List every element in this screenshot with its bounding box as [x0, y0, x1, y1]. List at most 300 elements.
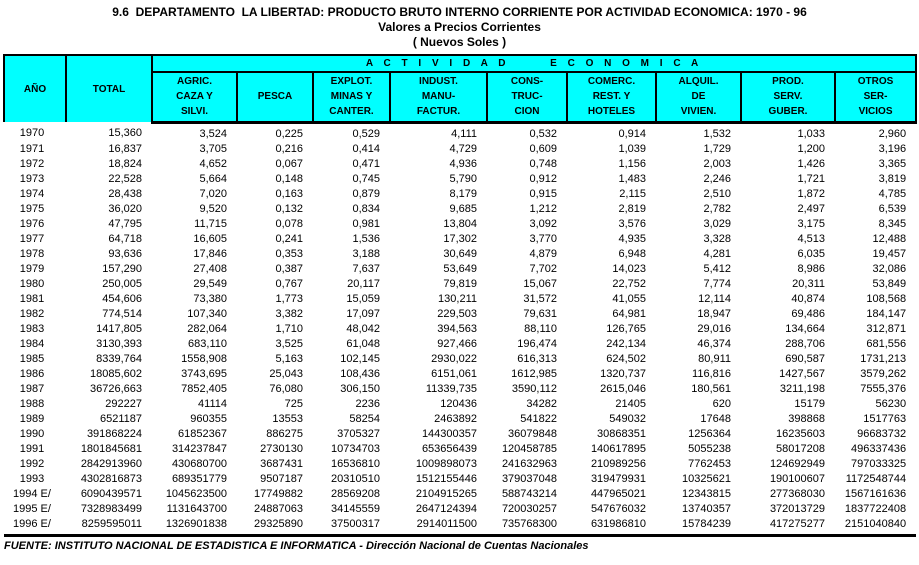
value-cell: 0,148	[275, 172, 303, 185]
page-title: 9.6 DEPARTAMENTO LA LIBERTAD: PRODUCTO BRUTO INTERNO CORRIENTE POR ACTIVIDAD ECONOMICA: 1970 - 96	[112, 5, 807, 19]
value-cell: 2,497	[797, 202, 825, 215]
value-cell: 2842913960	[80, 457, 142, 470]
value-cell: 12,114	[698, 292, 731, 305]
value-cell: 61,048	[346, 337, 380, 350]
value-cell: 0,353	[275, 247, 303, 260]
table-row	[4, 187, 916, 202]
value-cell: 15,059	[346, 292, 380, 305]
value-cell: 1558,908	[181, 352, 227, 365]
value-cell: 11339,735	[425, 382, 477, 395]
year-cell: 1985	[19, 352, 45, 365]
value-cell: 6,539	[878, 202, 907, 215]
page-subtitle: Valores a Precios Corrientes	[378, 20, 541, 34]
year-cell: 1983	[19, 322, 45, 335]
value-cell: 0,879	[352, 187, 380, 200]
value-cell: 620	[712, 397, 731, 410]
value-cell: 1009898073	[415, 457, 477, 470]
value-cell: 180,561	[691, 382, 731, 395]
value-cell: 41,055	[612, 292, 646, 305]
year-cell: 1977	[19, 232, 45, 245]
value-cell: 34145559	[331, 502, 380, 515]
activity-column-header: AGRIC. CAZA Y SILVI.	[152, 72, 237, 122]
value-cell: 196,474	[517, 337, 557, 350]
activity-column-header: EXPLOT. MINAS Y CANTER.	[313, 72, 390, 122]
value-cell: 1,483	[618, 172, 646, 185]
value-cell: 3130,393	[96, 337, 142, 350]
value-cell: 1,536	[352, 232, 380, 245]
value-cell: 4,281	[703, 247, 731, 260]
value-cell: 8259595011	[66, 517, 152, 536]
value-cell: 64,718	[108, 232, 142, 245]
value-cell: 10325621	[682, 472, 731, 485]
value-cell: 306,150	[340, 382, 380, 395]
value-cell: 8,986	[797, 262, 825, 275]
value-cell: 3211,198	[779, 382, 825, 395]
value-cell: 1,033	[797, 127, 825, 140]
value-cell: 6521187	[99, 412, 142, 425]
value-cell: 0,767	[275, 277, 303, 290]
value-cell: 12,488	[872, 232, 907, 245]
table-row	[4, 202, 916, 217]
value-cell: 4,935	[618, 232, 646, 245]
value-cell: 6090439571	[80, 487, 142, 500]
table-row	[4, 292, 916, 307]
value-cell: 288,706	[785, 337, 825, 350]
value-cell: 30868351	[597, 427, 646, 440]
year-cell: 1987	[19, 382, 45, 395]
value-cell: 12343815	[682, 487, 731, 500]
table-row	[4, 322, 916, 337]
value-cell: 80,911	[698, 352, 731, 365]
value-cell: 250,005	[102, 277, 142, 290]
value-cell: 58254	[349, 412, 380, 425]
value-cell: 190100607	[769, 472, 825, 485]
value-cell: 1320,737	[600, 367, 646, 380]
value-cell: 28569208	[331, 487, 380, 500]
value-cell: 15,067	[523, 277, 557, 290]
value-cell: 5,163	[275, 352, 303, 365]
value-cell: 735768300	[487, 517, 567, 536]
value-cell: 2236	[355, 397, 380, 410]
value-cell: 120436	[440, 397, 477, 410]
year-cell: 1972	[19, 157, 45, 170]
value-cell: 22,528	[108, 172, 142, 185]
value-cell: 24887063	[254, 502, 303, 515]
value-cell: 4,936	[449, 157, 477, 170]
year-cell: 1992	[19, 457, 45, 470]
year-cell: 1970	[19, 126, 45, 139]
year-cell: 1973	[19, 172, 45, 185]
activity-column-header: PESCA	[237, 72, 313, 122]
value-cell: 314237847	[171, 442, 227, 455]
value-cell: 93,636	[108, 247, 142, 260]
value-cell: 3,705	[199, 142, 227, 155]
table-row	[4, 472, 916, 487]
value-cell: 372013729	[769, 502, 825, 515]
value-cell: 0,414	[352, 142, 380, 155]
value-cell: 3,188	[352, 247, 380, 260]
value-cell: 4,785	[878, 187, 907, 200]
year-cell: 1990	[19, 427, 45, 440]
value-cell: 17648	[700, 412, 731, 425]
value-cell: 2,510	[703, 187, 731, 200]
value-cell: 1131643700	[166, 502, 227, 515]
value-cell: 3,576	[618, 217, 646, 230]
year-cell: 1986	[19, 367, 45, 380]
activity-band-header: A C T I V I D A D E C O N O M I C A	[152, 55, 916, 72]
value-cell: 184,147	[866, 307, 907, 320]
value-cell: 30,649	[443, 247, 477, 260]
value-cell: 31,572	[523, 292, 557, 305]
value-cell: 1,212	[529, 202, 557, 215]
value-cell: 16,837	[108, 142, 142, 155]
table-row	[4, 352, 916, 367]
value-cell: 29,016	[697, 322, 731, 335]
value-cell: 379037048	[501, 472, 557, 485]
value-cell: 47,795	[108, 217, 142, 230]
value-cell: 0,745	[352, 172, 380, 185]
value-cell: 292227	[105, 397, 142, 410]
value-cell: 102,145	[340, 352, 380, 365]
value-cell: 5055238	[688, 442, 731, 455]
value-cell: 725	[284, 397, 303, 410]
year-cell: 1978	[19, 247, 45, 260]
value-cell: 398868	[788, 412, 825, 425]
value-cell: 2615,046	[600, 382, 646, 395]
value-cell: 15179	[794, 397, 825, 410]
year-cell: 1974	[19, 187, 45, 200]
value-cell: 18,947	[697, 307, 731, 320]
value-cell: 0,915	[529, 187, 557, 200]
value-cell: 241632963	[501, 457, 557, 470]
value-cell: 1,039	[618, 142, 646, 155]
value-cell: 108,568	[866, 292, 907, 305]
value-cell: 3743,695	[181, 367, 227, 380]
value-cell: 53,649	[443, 262, 477, 275]
value-cell: 0,216	[275, 142, 303, 155]
table-row	[4, 307, 916, 322]
value-cell: 683,110	[188, 337, 227, 350]
value-cell: 144300357	[421, 427, 477, 440]
value-cell: 9,520	[199, 202, 227, 215]
value-cell: 48,042	[346, 322, 380, 335]
value-cell: 0,834	[352, 202, 380, 215]
table-row	[4, 232, 916, 247]
header-band-row	[4, 55, 916, 72]
value-cell: 73,380	[193, 292, 227, 305]
value-cell: 7,020	[199, 187, 227, 200]
value-cell: 242,134	[606, 337, 646, 350]
value-cell: 27,408	[193, 262, 227, 275]
value-cell: 3,175	[797, 217, 825, 230]
value-cell: 3,524	[199, 127, 227, 140]
value-cell: 0,078	[275, 217, 303, 230]
value-cell: 3,365	[878, 157, 907, 170]
value-cell: 15784239	[656, 517, 741, 536]
value-cell: 20310510	[331, 472, 380, 485]
value-cell: 394,563	[437, 322, 477, 335]
value-cell: 17,302	[443, 232, 477, 245]
value-cell: 2463892	[434, 412, 477, 425]
table-row	[4, 487, 916, 502]
value-cell: 624,502	[606, 352, 646, 365]
value-cell: 4,652	[199, 157, 227, 170]
table-row	[4, 412, 916, 427]
value-cell: 417275277	[741, 517, 835, 536]
value-cell: 3705327	[337, 427, 380, 440]
value-cell: 4,111	[451, 127, 477, 140]
title-block	[0, 0, 919, 49]
value-cell: 690,587	[785, 352, 825, 365]
value-cell: 14,023	[612, 262, 646, 275]
activity-column-header: ALQUIL. DE VIVIEN.	[656, 72, 741, 122]
value-cell: 774,514	[102, 307, 142, 320]
year-cell: 1981	[19, 292, 45, 305]
value-cell: 41114	[198, 397, 227, 410]
value-cell: 58017208	[776, 442, 825, 455]
table-row	[4, 502, 916, 517]
value-cell: 430680700	[171, 457, 227, 470]
value-cell: 36726,663	[90, 382, 142, 395]
value-cell: 76,080	[269, 382, 303, 395]
value-cell: 0,067	[275, 157, 303, 170]
value-cell: 1,773	[275, 292, 303, 305]
value-cell: 5,412	[703, 262, 731, 275]
value-cell: 157,290	[102, 262, 142, 275]
year-cell: 1989	[19, 412, 45, 425]
value-cell: 25,043	[269, 367, 303, 380]
value-cell: 0,609	[529, 142, 557, 155]
value-cell: 277368030	[769, 487, 825, 500]
value-cell: 6151,061	[431, 367, 477, 380]
value-cell: 927,466	[437, 337, 477, 350]
column-header-year: AÑO	[4, 55, 66, 122]
value-cell: 1,721	[797, 172, 825, 185]
value-cell: 9507187	[260, 472, 303, 485]
activity-column-header: PROD. SERV. GUBER.	[741, 72, 835, 122]
value-cell: 9,685	[449, 202, 477, 215]
value-cell: 6,035	[797, 247, 825, 260]
value-cell: 10734703	[331, 442, 380, 455]
value-cell: 40,874	[791, 292, 825, 305]
value-cell: 0,912	[529, 172, 557, 185]
value-cell: 53,849	[872, 277, 907, 290]
table-row	[4, 442, 916, 457]
activity-column-header: INDUST. MANU- FACTUR.	[390, 72, 487, 122]
value-cell: 1,200	[797, 142, 825, 155]
value-cell: 0,981	[352, 217, 380, 230]
year-cell: 1982	[19, 307, 45, 320]
value-cell: 16235603	[776, 427, 825, 440]
value-cell: 5,790	[449, 172, 477, 185]
value-cell: 797033325	[851, 457, 907, 470]
value-cell: 2,115	[619, 187, 646, 200]
activity-column-header: CONS- TRUC- CION	[487, 72, 567, 122]
value-cell: 210989256	[590, 457, 646, 470]
value-cell: 8339,764	[96, 352, 142, 365]
value-cell: 447965021	[590, 487, 646, 500]
value-cell: 18085,602	[90, 367, 142, 380]
value-cell: 28,438	[108, 187, 142, 200]
value-cell: 886275	[266, 427, 303, 440]
value-cell: 1612,985	[511, 367, 557, 380]
value-cell: 37500317	[313, 517, 390, 536]
value-cell: 120458785	[501, 442, 557, 455]
value-cell: 17749882	[254, 487, 303, 500]
value-cell: 1417,805	[96, 322, 142, 335]
column-header-total: TOTAL	[66, 55, 152, 122]
table-row	[4, 217, 916, 232]
value-cell: 126,765	[606, 322, 646, 335]
value-cell: 7,774	[703, 277, 731, 290]
value-cell: 319479931	[590, 472, 646, 485]
value-cell: 20,117	[347, 277, 380, 290]
table-row	[4, 122, 916, 142]
year-cell: 1980	[19, 277, 45, 290]
value-cell: 18,824	[108, 157, 142, 170]
table-header	[4, 55, 916, 122]
value-cell: 21405	[615, 397, 646, 410]
value-cell: 1,426	[797, 157, 825, 170]
value-cell: 15,360	[108, 126, 142, 139]
value-cell: 61852367	[178, 427, 227, 440]
value-cell: 0,387	[275, 262, 303, 275]
value-cell: 3,092	[529, 217, 557, 230]
value-cell: 4,879	[529, 247, 557, 260]
year-cell: 1975	[19, 202, 45, 215]
value-cell: 5,664	[199, 172, 227, 185]
value-cell: 96683732	[857, 427, 907, 440]
table-row	[4, 142, 916, 157]
value-cell: 116,816	[692, 367, 731, 380]
value-cell: 2104915265	[415, 487, 477, 500]
value-cell: 7762453	[688, 457, 731, 470]
value-cell: 1,532	[703, 127, 731, 140]
value-cell: 64,981	[612, 307, 646, 320]
table-row	[4, 337, 916, 352]
value-cell: 22,752	[612, 277, 646, 290]
value-cell: 2,246	[703, 172, 731, 185]
value-cell: 0,529	[352, 127, 380, 140]
value-cell: 454,606	[102, 292, 142, 305]
value-cell: 2,782	[703, 202, 731, 215]
value-cell: 1517763	[863, 412, 907, 425]
value-cell: 11,715	[194, 217, 227, 230]
value-cell: 1512155446	[415, 472, 477, 485]
value-cell: 3,029	[703, 217, 731, 230]
value-cell: 36,020	[108, 202, 142, 215]
table-row	[4, 172, 916, 187]
value-cell: 108,436	[340, 367, 380, 380]
value-cell: 1045623500	[165, 487, 227, 500]
year-cell: 1995 E/	[13, 502, 51, 515]
activity-column-header: OTROS SER- VICIOS	[835, 72, 916, 122]
value-cell: 29325890	[237, 517, 313, 536]
value-cell: 1172548744	[845, 472, 907, 485]
value-cell: 124692949	[769, 457, 825, 470]
value-cell: 2151040840	[835, 517, 916, 536]
table-row	[4, 157, 916, 172]
source-note: FUENTE: INSTITUTO NACIONAL DE ESTADISTICA E INFORMATICA - Dirección Nacional de Cuentas Nacionales	[4, 539, 589, 552]
value-cell: 140617895	[590, 442, 646, 455]
value-cell: 3,770	[529, 232, 557, 245]
value-cell: 3,382	[275, 307, 303, 320]
value-cell: 1,729	[703, 142, 731, 155]
value-cell: 0,225	[275, 127, 303, 140]
value-cell: 2930,022	[431, 352, 477, 365]
value-cell: 631986810	[567, 517, 656, 536]
value-cell: 2730130	[260, 442, 303, 455]
value-cell: 391868224	[86, 427, 142, 440]
value-cell: 7852,405	[181, 382, 227, 395]
data-table	[3, 54, 917, 537]
year-cell: 1979	[19, 262, 45, 275]
value-cell: 6,948	[618, 247, 646, 260]
value-cell: 7,702	[529, 262, 557, 275]
value-cell: 549032	[609, 412, 646, 425]
value-cell: 3579,262	[860, 367, 907, 380]
table-row	[4, 397, 916, 412]
table-row	[4, 367, 916, 382]
value-cell: 20,311	[792, 277, 825, 290]
value-cell: 2914011500	[390, 517, 487, 536]
value-cell: 79,631	[523, 307, 557, 320]
value-cell: 720030257	[501, 502, 557, 515]
table-row	[4, 277, 916, 292]
value-cell: 134,664	[785, 322, 825, 335]
value-cell: 2,003	[703, 157, 731, 170]
value-cell: 79,819	[443, 277, 477, 290]
value-cell: 1731,213	[860, 352, 907, 365]
value-cell: 0,132	[275, 202, 303, 215]
table-row	[4, 382, 916, 397]
page-units-label: ( Nuevos Soles )	[412, 35, 507, 49]
table-row	[4, 457, 916, 472]
value-cell: 1837722408	[844, 502, 907, 515]
value-cell: 547676032	[590, 502, 646, 515]
value-cell: 1,872	[797, 187, 825, 200]
value-cell: 2,819	[618, 202, 646, 215]
value-cell: 32,086	[872, 262, 907, 275]
value-cell: 0,748	[529, 157, 557, 170]
value-cell: 0,914	[618, 127, 646, 140]
value-cell: 88,110	[524, 322, 557, 335]
value-cell: 960355	[190, 412, 227, 425]
table-row	[4, 262, 916, 277]
table-row	[4, 427, 916, 442]
value-cell: 541822	[520, 412, 557, 425]
value-cell: 1,710	[275, 322, 303, 335]
value-cell: 616,313	[517, 352, 557, 365]
value-cell: 0,241	[275, 232, 303, 245]
year-cell: 1976	[19, 217, 45, 230]
value-cell: 681,556	[866, 337, 907, 350]
value-cell: 0,471	[352, 157, 380, 170]
value-cell: 4302816873	[80, 472, 142, 485]
value-cell: 3,525	[275, 337, 303, 350]
value-cell: 13740357	[682, 502, 731, 515]
value-cell: 16,605	[193, 232, 227, 245]
value-cell: 3687431	[260, 457, 303, 470]
value-cell: 3,819	[878, 172, 907, 185]
value-cell: 36079848	[508, 427, 557, 440]
year-cell: 1988	[19, 397, 45, 410]
value-cell: 2,960	[878, 127, 907, 140]
value-cell: 1801845681	[80, 442, 142, 455]
value-cell: 588743214	[501, 487, 557, 500]
value-cell: 17,097	[346, 307, 380, 320]
value-cell: 1,156	[618, 157, 646, 170]
